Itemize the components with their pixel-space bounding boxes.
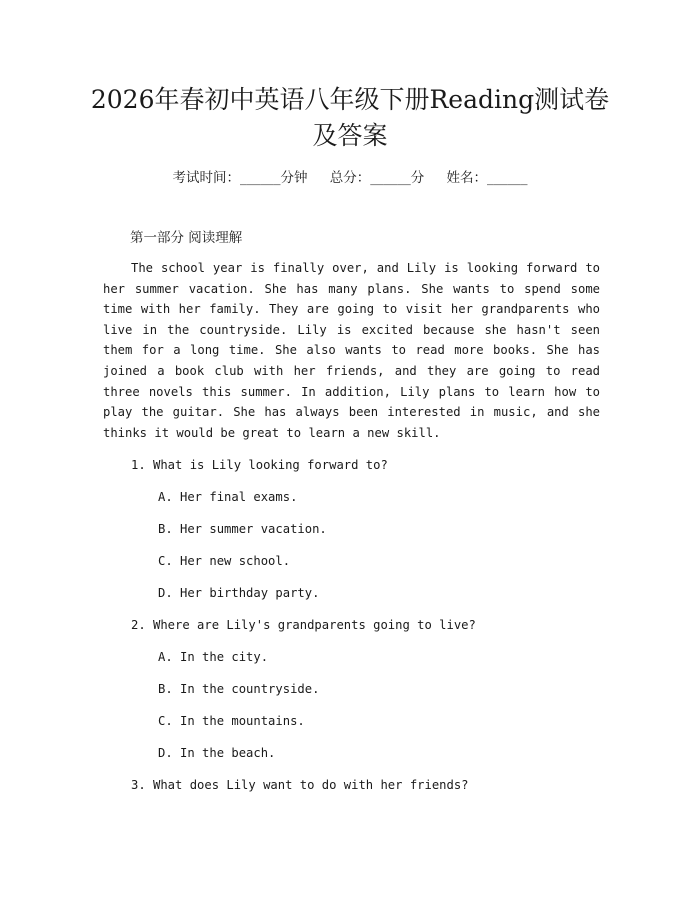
question-1-option-a: A. Her final exams. [158,490,298,504]
section-title: 第一部分 阅读理解 [130,230,243,246]
reading-passage: The school year is finally over, and Lily is looking forward to her summer vacation. She has many plans. She wants to spend some time with her family. They are going to visit her grandparents who live in the countryside. Lily is excited because she hasn't seen them for a long time. She also wants to read more books. She has joined a book club with her friends, and they are going to read three novels this summer. In addition, Lily plans to learn how to play the guitar. She has always been interested in music, and she thinks it would be great to learn a new skill. [103,261,600,440]
question-2-option-a: A. In the city. [158,650,269,664]
question-2-option-d: D. In the beach. [158,746,276,760]
question-2-option-c: C. In the mountains. [158,714,305,728]
question-1-option-d: D. Her birthday party. [158,586,320,600]
document-title: 2026年春初中英语八年级下册Reading测试卷及答案 [90,85,610,150]
question-1-option-b: B. Her summer vacation. [158,522,327,536]
question-3: 3. What does Lily want to do with her friends? [131,778,469,792]
exam-meta [0,169,700,187]
question-1: 1. What is Lily looking forward to? [131,458,388,472]
student-name-label: 姓名：______ [446,170,528,186]
total-score-label: 总分：______分 [329,170,425,186]
question-1-option-c: C. Her new school. [158,554,291,568]
exam-time-label: 考试时间：______分钟 [172,170,308,186]
question-2: 2. Where are Lily's grandparents going to live? [131,618,476,632]
question-2-option-b: B. In the countryside. [158,682,320,696]
